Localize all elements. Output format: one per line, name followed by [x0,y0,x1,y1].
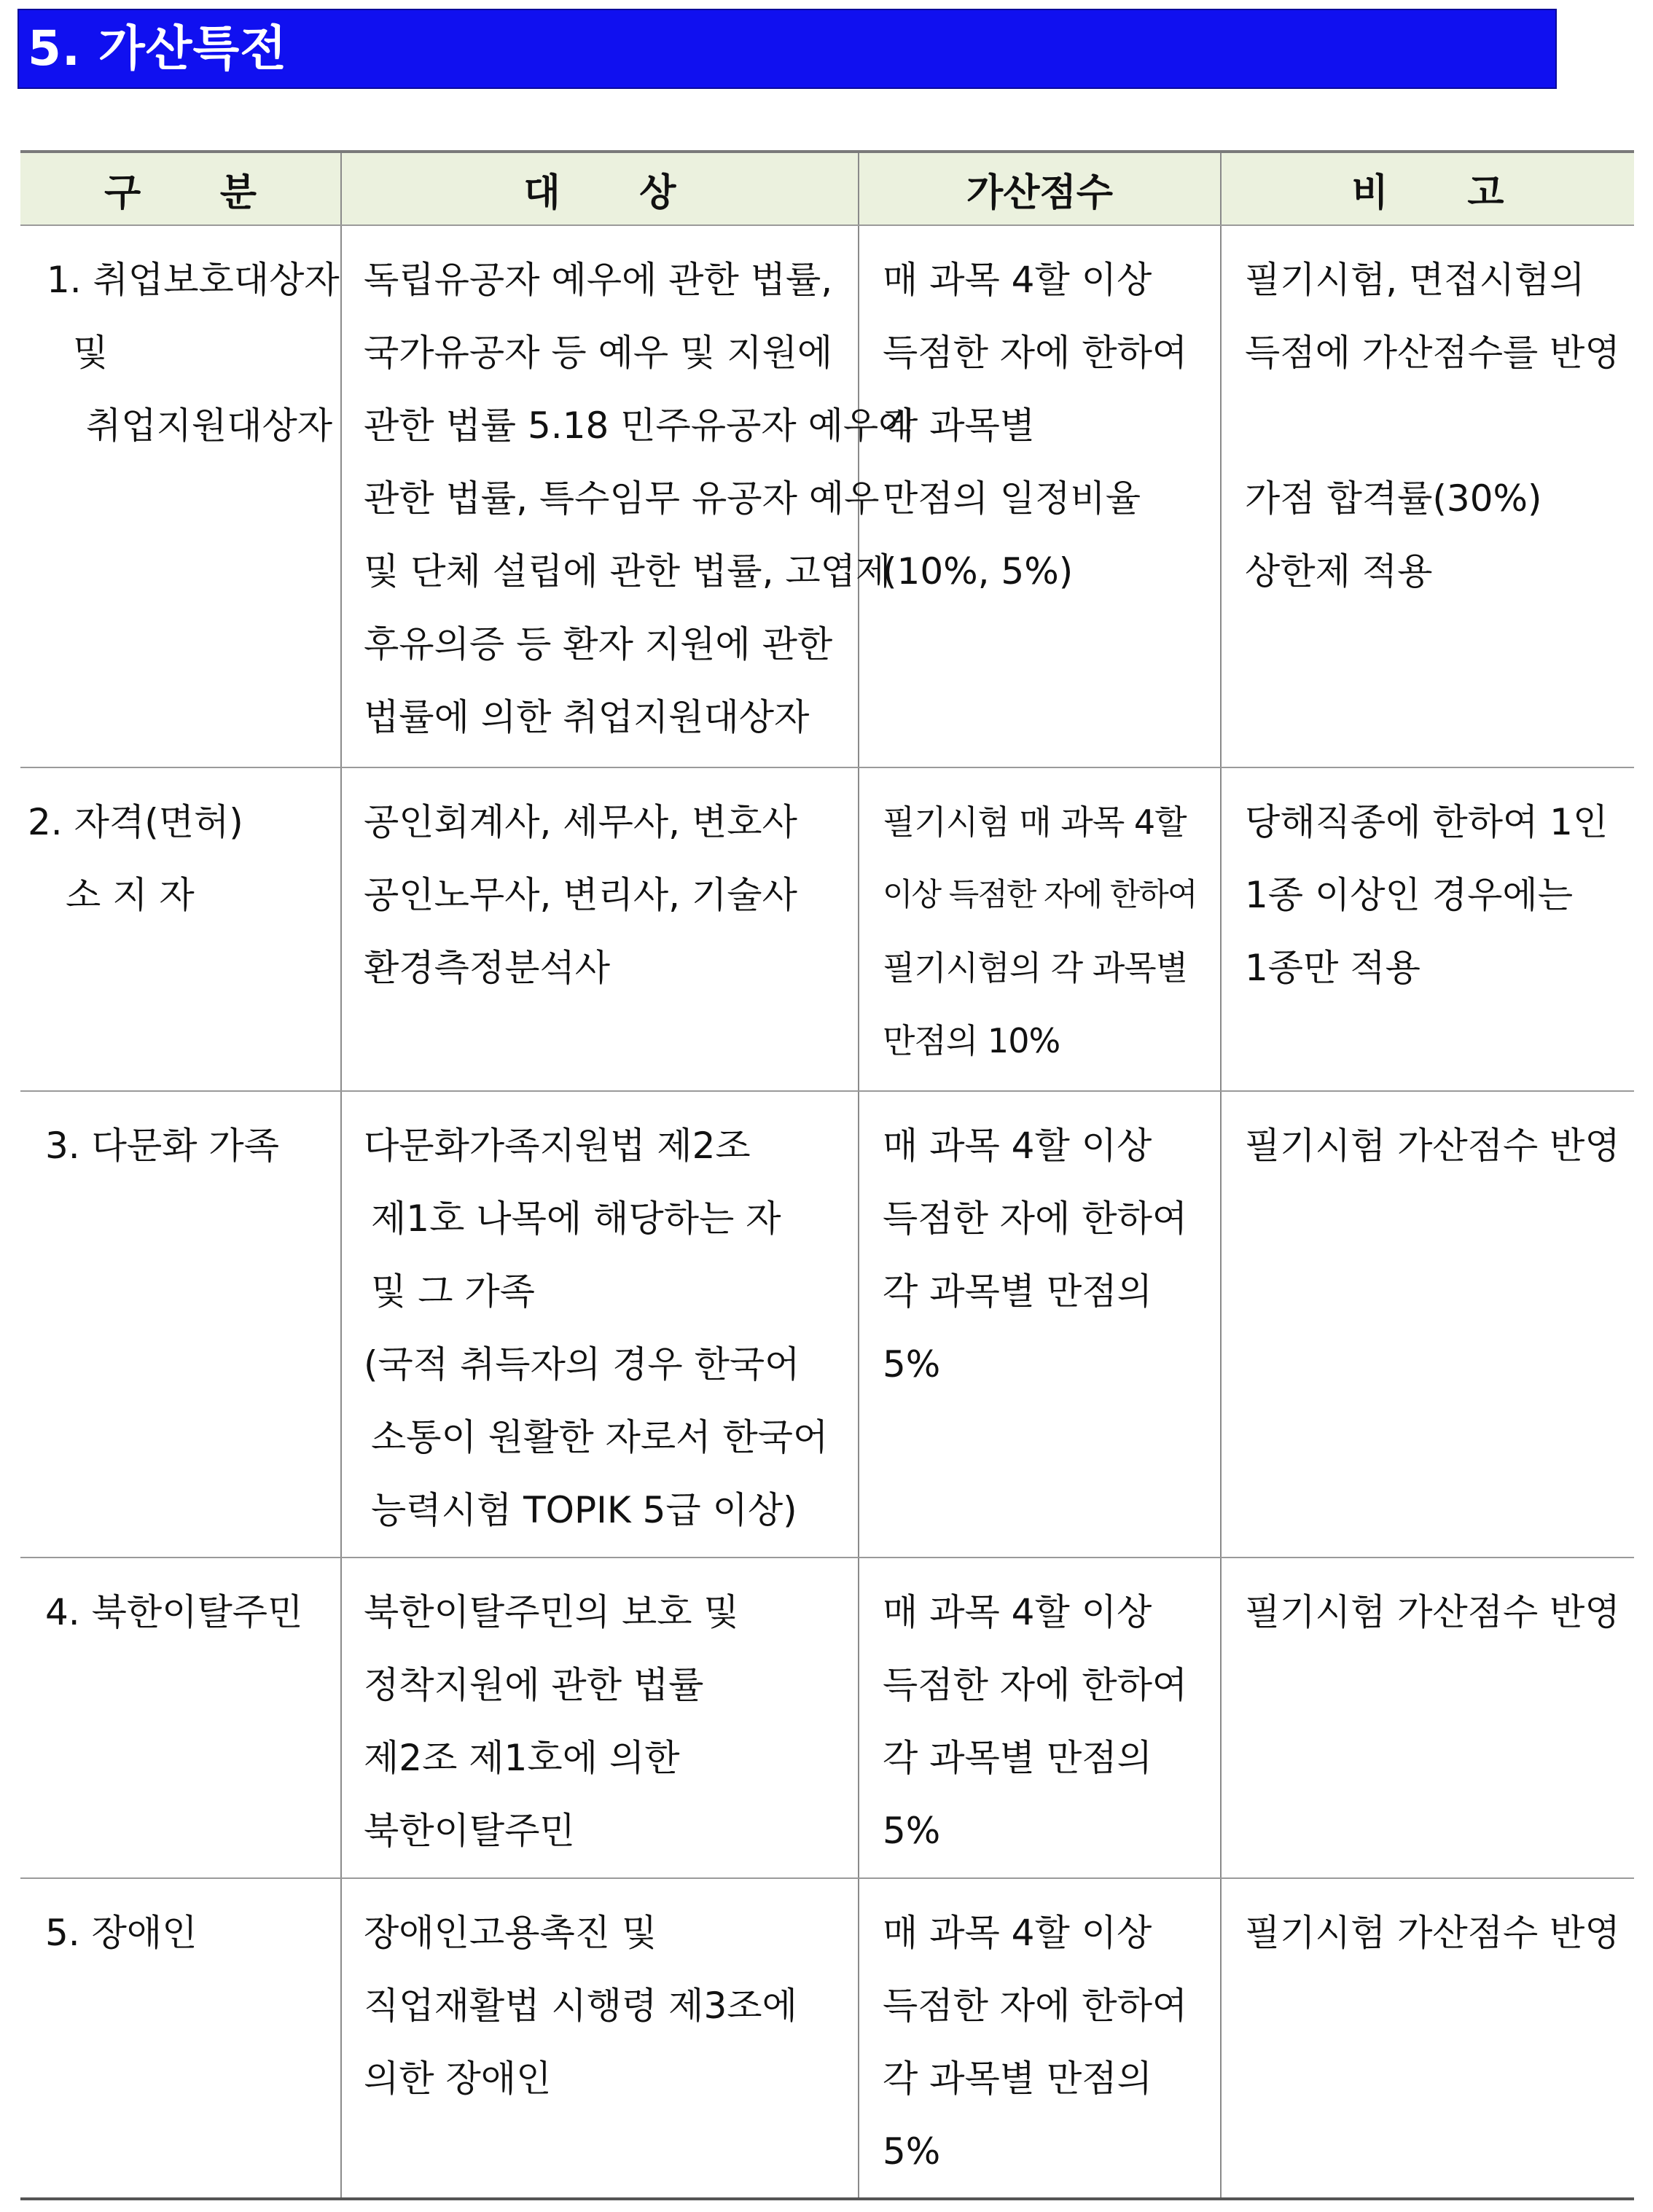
row-target-line: 국가유공자 등 예우 및 지원에 [364,332,833,374]
table-row [20,225,1634,767]
bonus-table [20,150,1634,2200]
row-points-line: 5% [883,1810,941,1852]
row-points-line: 득점한 자에 한하여 [883,1197,1188,1240]
row-target-cell [341,225,914,767]
table-row [20,1878,1634,2199]
row-points-line: (10%, 5%) [883,550,1074,593]
row-category-line: 및 [73,332,109,374]
row-target-line: (국적 취득자의 경우 한국어 [364,1343,800,1386]
table-row [20,767,1634,1091]
row-target-line: 정착지원에 관한 법률 [364,1664,704,1706]
row-target-line: 다문화가족지원법 제2조 [364,1125,751,1167]
row-points-line: 매 과목 4할 이상 [883,259,1152,301]
row-points-line: 매 과목 4할 이상 [883,1912,1152,1954]
row-points-line: 5% [883,1343,941,1386]
row-points-line: 필기시험의 각 과목별 [883,948,1188,988]
row-target-line: 북한이탈주민 [364,1810,575,1852]
row-target-line: 관한 법률 5.18 민주유공자 예우에 [364,405,914,447]
row-target-line: 공인노무사, 변리사, 기술사 [364,874,797,916]
row-target-line: 소통이 원활한 자로서 한국어 [371,1416,829,1458]
row-target-cell [341,1558,859,1878]
row-points-line: 만점의 10% [883,1021,1060,1060]
row-points-cell [859,225,1221,767]
row-remarks-line: 가점 합격률(30%) [1245,477,1542,520]
row-points-cell [859,767,1221,1091]
row-target-line: 능력시험 TOPIK 5급 이상) [371,1489,797,1531]
row-target-cell [341,767,859,1091]
row-remarks-cell [1221,225,1634,767]
row-remarks-line: 필기시험, 면접시험의 [1245,259,1585,301]
header-points: 가산점수 [859,152,1221,225]
row-target-line: 공인회계사, 세무사, 변호사 [364,801,797,843]
row-target-cell [341,1878,859,2199]
row-remarks-line: 당해직종에 한하여 1인 [1245,801,1609,843]
row-remarks-cell [1221,767,1634,1091]
row-category-line: 소 지 자 [66,874,195,916]
section-title-bar [17,9,1557,89]
row-category-cell [20,767,341,1091]
row-target-line: 후유의증 등 환자 지원에 관한 [364,623,833,665]
row-points-cell [859,1558,1221,1878]
row-points-line: 득점한 자에 한하여 [883,332,1188,374]
row-target-line: 및 그 가족 [371,1270,535,1313]
row-points-line: 필기시험 매 과목 4할 [883,802,1187,842]
row-remarks-line: 필기시험 가산점수 반영 [1245,1125,1620,1167]
row-category-cell [20,1878,341,2199]
table-header-row [20,152,1634,225]
row-points-line: 각 과목별 [883,405,1036,447]
row-remarks-cell [1221,1558,1634,1878]
row-remarks-cell [1221,1878,1634,2199]
row-category-line: 3. 다문화 가족 [45,1125,279,1167]
row-points-line: 각 과목별 만점의 [883,1737,1152,1779]
row-category-line: 5. 장애인 [45,1912,198,1954]
row-target-line: 제1호 나목에 해당하는 자 [371,1197,781,1240]
row-category-line: 취업지원대상자 [86,405,333,447]
row-points-line: 득점한 자에 한하여 [883,1985,1188,2027]
row-points-line: 매 과목 4할 이상 [883,1125,1152,1167]
row-target-line: 직업재활법 시행령 제3조에 [364,1985,797,2027]
row-category-cell [20,225,341,767]
row-remarks-line: 필기시험 가산점수 반영 [1245,1591,1620,1633]
row-points-line: 각 과목별 만점의 [883,1270,1152,1313]
row-target-line: 제2조 제1호에 의한 [364,1737,680,1779]
row-points-line: 만점의 일정비율 [883,477,1141,520]
row-remarks-line: 득점에 가산점수를 반영 [1245,332,1620,374]
header-target: 대 상 [341,152,859,225]
row-points-cell [859,1878,1221,2199]
row-points-line: 이상 득점한 자에 한하여 [883,877,1197,913]
row-target-line: 장애인고용촉진 및 [364,1912,657,1954]
row-category-cell [20,1091,341,1558]
row-category-line: 1. 취업보호대상자 [47,259,340,301]
row-category-line: 2. 자격(면허) [28,801,243,843]
row-remarks-line [1222,389,1634,462]
section-title: 5. 가산특전 [28,20,287,77]
row-target-line: 북한이탈주민의 보호 및 [364,1591,739,1633]
row-category-cell [20,1558,341,1878]
row-points-cell [859,1091,1221,1558]
row-target-line: 환경측정분석사 [364,947,611,989]
row-target-line: 법률에 의한 취업지원대상자 [364,696,810,738]
row-remarks-line: 필기시험 가산점수 반영 [1245,1912,1620,1954]
row-points-line: 매 과목 4할 이상 [883,1591,1152,1633]
row-remarks-line: 상한제 적용 [1245,550,1433,593]
row-category-line: 4. 북한이탈주민 [45,1591,303,1633]
table-row [20,1558,1634,1878]
row-target-cell [341,1091,859,1558]
row-remarks-line: 1종만 적용 [1245,947,1421,989]
row-target-line: 및 단체 설립에 관한 법률, 고엽제 [364,550,891,593]
row-remarks-cell [1221,1091,1634,1558]
row-points-line: 득점한 자에 한하여 [883,1664,1188,1706]
row-points-line: 5% [883,2130,941,2173]
row-target-line: 의한 장애인 [364,2057,552,2100]
row-remarks-line: 1종 이상인 경우에는 [1245,874,1573,916]
table-row [20,1091,1634,1558]
row-target-line: 관한 법률, 특수임무 유공자 예우 [364,477,880,520]
header-category: 구 분 [20,152,341,225]
row-target-line: 독립유공자 예우에 관한 법률, [364,259,833,301]
header-remarks: 비 고 [1221,152,1634,225]
row-points-line: 각 과목별 만점의 [883,2057,1152,2100]
